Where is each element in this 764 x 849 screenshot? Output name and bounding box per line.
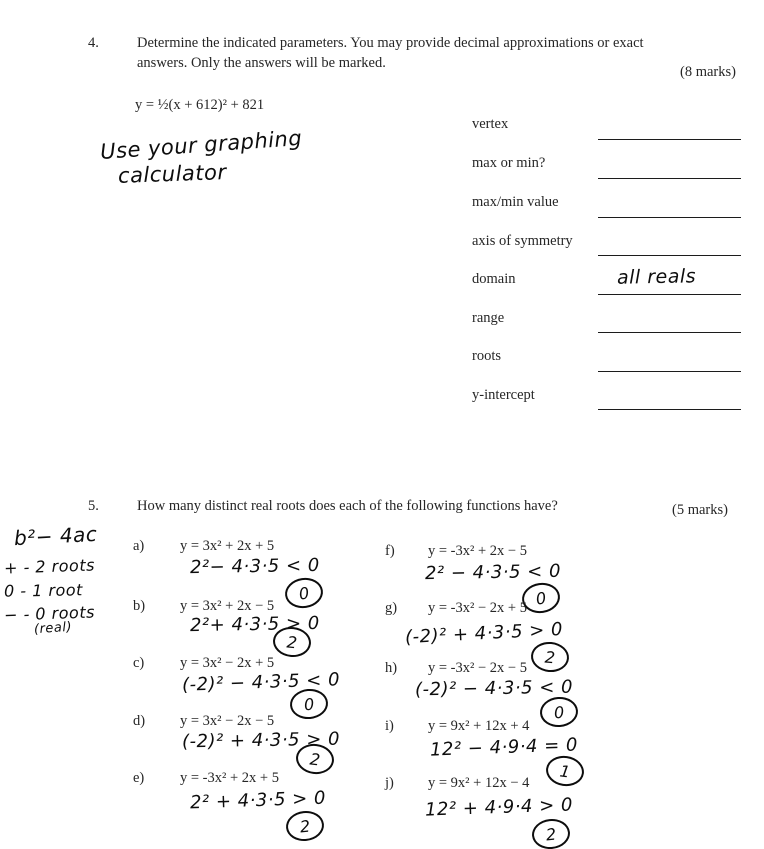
field-label-vertex: vertex xyxy=(472,116,509,132)
item-letter-c: c) xyxy=(133,655,145,671)
q5-marks: (5 marks) xyxy=(672,502,728,518)
answer-circle-h: 0 xyxy=(539,696,579,729)
answer-line-range xyxy=(598,332,741,333)
q4-number: 4. xyxy=(88,35,99,51)
item-work-e: 2² + 4·3·5 > 0 xyxy=(189,787,327,814)
q4-marks: (8 marks) xyxy=(680,64,736,80)
answer-line-max-min-value xyxy=(598,217,741,218)
field-label-max-or-min: max or min? xyxy=(472,155,546,171)
q4-prompt-line2: answers. Only the answers will be marked. xyxy=(137,55,386,71)
handwritten-note-line2: calculator xyxy=(117,160,227,188)
answer-line-axis-of-symmetry xyxy=(598,255,741,256)
field-label-domain: domain xyxy=(472,271,516,287)
field-label-axis-of-symmetry: axis of symmetry xyxy=(472,233,573,249)
item-letter-g: g) xyxy=(385,600,398,616)
answer-circle-f: 0 xyxy=(520,581,562,616)
handwritten-note-line1: Use your graphing xyxy=(99,125,303,165)
item-work-h: (-2)² − 4·3·5 < 0 xyxy=(414,676,574,701)
item-letter-b: b) xyxy=(133,598,146,614)
margin-row-real: (real) xyxy=(33,619,73,638)
margin-row-negative: − - 0 roots xyxy=(3,602,96,625)
answer-line-max-or-min xyxy=(598,178,741,179)
answer-circle-d: 2 xyxy=(294,742,335,776)
field-label-max-min-value: max/min value xyxy=(472,194,559,210)
item-letter-f: f) xyxy=(385,543,395,559)
answer-circle-c: 0 xyxy=(289,687,329,720)
item-letter-i: i) xyxy=(385,718,394,734)
handwritten-answer-domain: all reals xyxy=(616,265,697,289)
item-letter-d: d) xyxy=(133,713,146,729)
margin-row-positive: + - 2 roots xyxy=(3,555,96,578)
item-equation-i: y = 9x² + 12x + 4 xyxy=(428,718,530,734)
answer-line-vertex xyxy=(598,139,741,140)
item-work-d: (-2)² + 4·3·5 > 0 xyxy=(181,728,341,753)
margin-row-zero: 0 - 1 root xyxy=(3,580,83,601)
answer-line-y-intercept xyxy=(598,409,741,410)
item-letter-a: a) xyxy=(133,538,145,554)
answer-line-domain xyxy=(598,294,741,295)
q5-number: 5. xyxy=(88,498,99,514)
item-equation-b: y = 3x² + 2x − 5 xyxy=(180,598,275,614)
item-work-a: 2²− 4·3·5 < 0 xyxy=(189,554,320,579)
answer-circle-b: 2 xyxy=(272,625,313,659)
item-work-g: (-2)² + 4·3·5 > 0 xyxy=(404,618,564,649)
item-work-b: 2²+ 4·3·5 > 0 xyxy=(189,612,320,637)
item-equation-e: y = -3x² + 2x + 5 xyxy=(180,770,279,786)
item-equation-a: y = 3x² + 2x + 5 xyxy=(180,538,275,554)
answer-circle-a: 0 xyxy=(283,576,325,611)
item-work-c: (-2)² − 4·3·5 < 0 xyxy=(181,669,341,696)
item-equation-h: y = -3x² − 2x − 5 xyxy=(428,660,527,676)
q5-prompt: How many distinct real roots does each of the following functions have? xyxy=(137,498,558,514)
answer-circle-g: 2 xyxy=(530,640,570,673)
answer-circle-j: 2 xyxy=(531,817,572,849)
q4-equation: y = ½(x + 612)² + 821 xyxy=(135,97,265,113)
field-label-y-intercept: y-intercept xyxy=(472,387,535,403)
item-letter-j: j) xyxy=(385,775,394,791)
answer-circle-i: 1 xyxy=(544,754,586,789)
item-letter-e: e) xyxy=(133,770,145,786)
item-letter-h: h) xyxy=(385,660,398,676)
item-work-f: 2² − 4·3·5 < 0 xyxy=(424,560,562,585)
item-equation-c: y = 3x² − 2x + 5 xyxy=(180,655,275,671)
item-equation-g: y = -3x² − 2x + 5 xyxy=(428,600,527,616)
q4-prompt-line1: Determine the indicated parameters. You may provide decimal approximations or exact xyxy=(137,35,644,51)
field-label-roots: roots xyxy=(472,348,501,364)
item-equation-d: y = 3x² − 2x − 5 xyxy=(180,713,275,729)
item-work-i: 12² − 4·9·4 = 0 xyxy=(429,734,579,761)
item-work-j: 12² + 4·9·4 > 0 xyxy=(424,794,574,821)
answer-circle-e: 2 xyxy=(285,809,326,843)
item-equation-j: y = 9x² + 12x − 4 xyxy=(428,775,530,791)
answer-line-roots xyxy=(598,371,741,372)
margin-formula: b²− 4ac xyxy=(13,521,98,551)
item-equation-f: y = -3x² + 2x − 5 xyxy=(428,543,527,559)
field-label-range: range xyxy=(472,310,505,326)
